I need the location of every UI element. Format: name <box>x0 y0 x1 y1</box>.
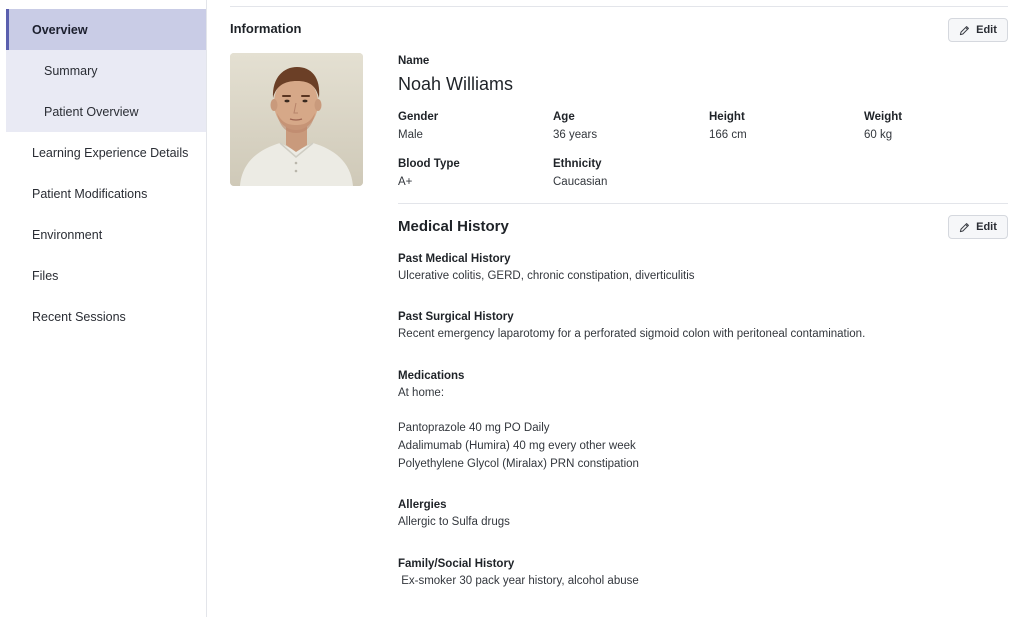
age-label: Age <box>553 111 575 123</box>
height-value: 166 cm <box>709 129 747 141</box>
sidebar-item-patient-overview[interactable]: Patient Overview <box>44 104 139 119</box>
height-label: Height <box>709 111 745 123</box>
information-edit-label: Edit <box>976 24 997 36</box>
allergies-value: Allergic to Sulfa drugs <box>398 516 510 528</box>
name-label: Name <box>398 55 430 67</box>
past-surgical-history-value: Recent emergency laparotomy for a perforated sigmoid colon with peritoneal contamination. <box>398 328 866 340</box>
medication-item: Polyethylene Glycol (Miralax) PRN constipation <box>398 458 639 470</box>
sidebar <box>0 0 207 617</box>
blood-type-value: A+ <box>398 176 413 188</box>
family-social-history-label: Family/Social History <box>398 558 515 570</box>
past-medical-history-label: Past Medical History <box>398 253 511 265</box>
allergies-label: Allergies <box>398 499 447 511</box>
ethnicity-value: Caucasian <box>553 176 608 188</box>
past-surgical-history-label: Past Surgical History <box>398 311 514 323</box>
patient-photo <box>230 53 363 186</box>
top-divider <box>230 6 1008 7</box>
medications-intro: At home: <box>398 387 445 399</box>
blood-type-label: Blood Type <box>398 158 460 170</box>
family-social-history-value: Ex-smoker 30 pack year history, alcohol abuse <box>398 575 639 587</box>
sidebar-overview-group <box>6 9 206 132</box>
medical-history-edit-button[interactable] <box>948 215 1008 239</box>
sidebar-item-files[interactable]: Files <box>32 268 59 283</box>
patient-name: Noah Williams <box>398 74 514 94</box>
section-divider <box>398 203 1008 204</box>
sidebar-item-learning-experience-details[interactable]: Learning Experience Details <box>32 145 189 160</box>
medication-item: Adalimumab (Humira) 40 mg every other week <box>398 440 636 452</box>
gender-label: Gender <box>398 111 439 123</box>
age-value: 36 years <box>553 129 598 141</box>
information-title: Information <box>230 21 302 36</box>
medication-item: Pantoprazole 40 mg PO Daily <box>398 422 550 434</box>
information-edit-button[interactable] <box>948 18 1008 42</box>
medications-label: Medications <box>398 370 465 382</box>
sidebar-item-environment[interactable]: Environment <box>32 227 103 242</box>
medical-history-title: Medical History <box>398 218 509 235</box>
gender-value: Male <box>398 129 423 141</box>
medical-history-edit-label: Edit <box>976 221 997 233</box>
pencil-icon <box>959 25 970 36</box>
ethnicity-label: Ethnicity <box>553 158 602 170</box>
weight-value: 60 kg <box>864 129 893 141</box>
sidebar-item-patient-modifications[interactable]: Patient Modifications <box>32 186 148 201</box>
sidebar-item-recent-sessions[interactable]: Recent Sessions <box>32 309 126 324</box>
sidebar-item-overview[interactable]: Overview <box>6 9 206 50</box>
past-medical-history-value: Ulcerative colitis, GERD, chronic constipation, diverticulitis <box>398 270 695 282</box>
pencil-icon <box>959 222 970 233</box>
weight-label: Weight <box>864 111 903 123</box>
sidebar-item-summary[interactable]: Summary <box>44 63 98 78</box>
